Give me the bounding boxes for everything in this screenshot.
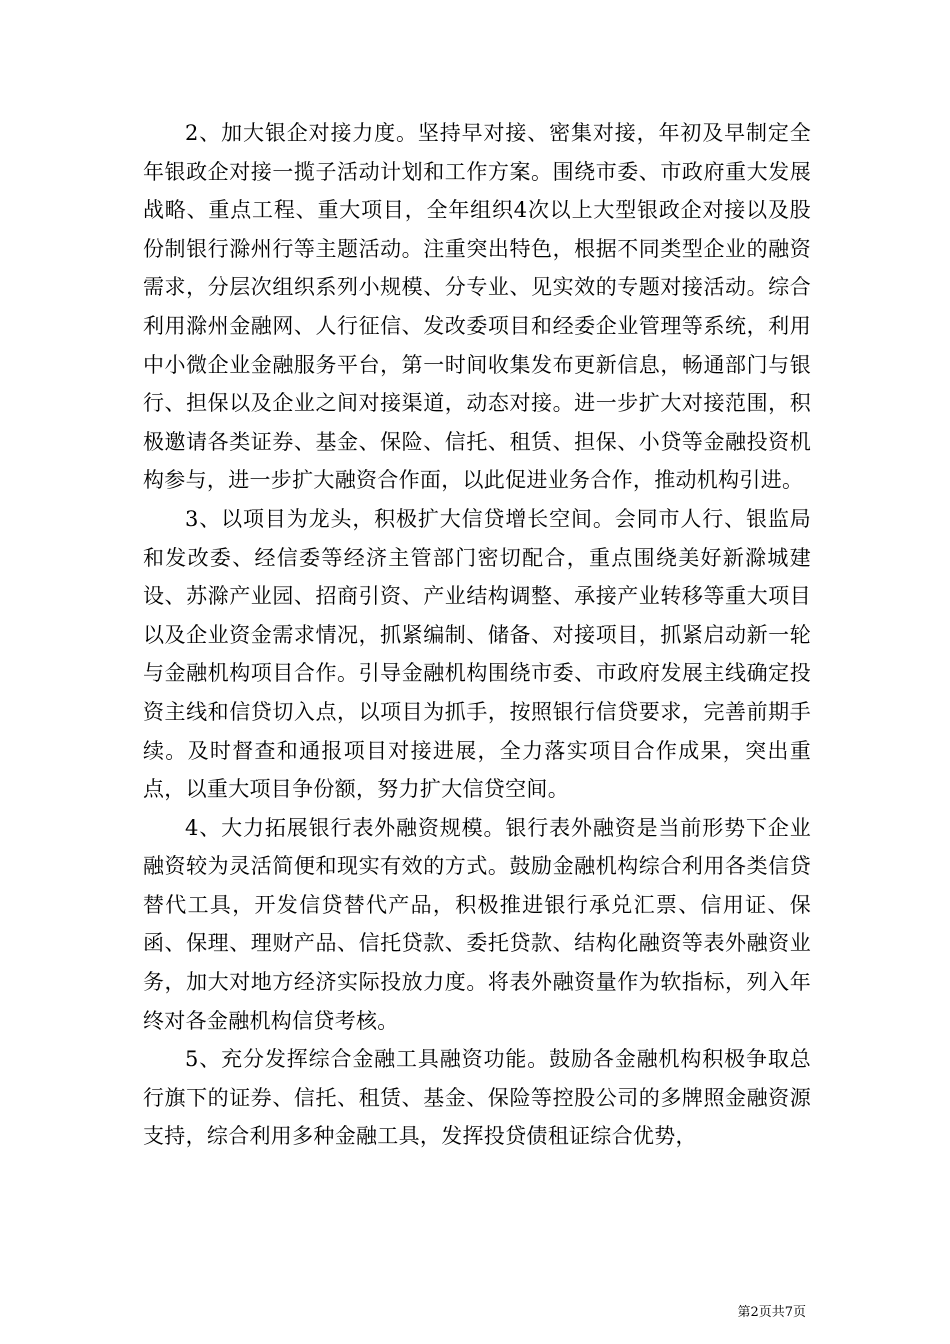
paragraph-2: 2、加大银企对接力度。坚持早对接、密集对接，年初及早制定全年银政企对接一揽子活动计划和工作方案。围绕市委、市政府重大发展战略、重点工程、重大项目，全年组织4次以上大型银政企对接以及股份制银行滁州行等主题活动。注重突出特色，根据不同类型企业的融资需求，分层次组织系列小规模、分专业、见实效的专题对接活动。综合利用滁州金融网、人行征信、发改委项目和经委企业管理等系统，利用中小微企业金融服务平台，第一时间收集发布更新信息，畅通部门与银行、担保以及企业之间对接渠道，动态对接。进一步扩大对接范围，积极邀请各类证券、基金、保险、信托、租赁、担保、小贷等金融投资机构参与，进一步扩大融资合作面，以此促进业务合作，推动机构引进。 (143, 121, 811, 493)
document-body (143, 114, 811, 1156)
paragraph-5: 5、充分发挥综合金融工具融资功能。鼓励各金融机构积极争取总行旗下的证券、信托、租赁、基金、保险等控股公司的多牌照金融资源支持，综合利用多种金融工具，发挥投贷债租证综合优势， (143, 1047, 811, 1149)
paragraph-3: 3、以项目为龙头，积极扩大信贷增长空间。会同市人行、银监局和发改委、经信委等经济主管部门密切配合，重点围绕美好新滁城建设、苏滁产业园、招商引资、产业结构调整、承接产业转移等重大项目以及企业资金需求情况，抓紧编制、储备、对接项目，抓紧启动新一轮与金融机构项目合作。引导金融机构围绕市委、市政府发展主线确定投资主线和信贷切入点，以项目为抓手，按照银行信贷要求，完善前期手续。及时督查和通报项目对接进展，全力落实项目合作成果，突出重点，以重大项目争份额，努力扩大信贷空间。 (143, 506, 811, 802)
page-number: 第2页共7页 (737, 1305, 806, 1320)
paragraph-4: 4、大力拓展银行表外融资规模。银行表外融资是当前形势下企业融资较为灵活简便和现实有效的方式。鼓励金融机构综合利用各类信贷替代工具，开发信贷替代产品，积极推进银行承兑汇票、信用证、保函、保理、理财产品、信托贷款、委托贷款、结构化融资等表外融资业务，加大对地方经济实际投放力度。将表外融资量作为软指标，列入年终对各金融机构信贷考核。 (143, 815, 811, 1033)
